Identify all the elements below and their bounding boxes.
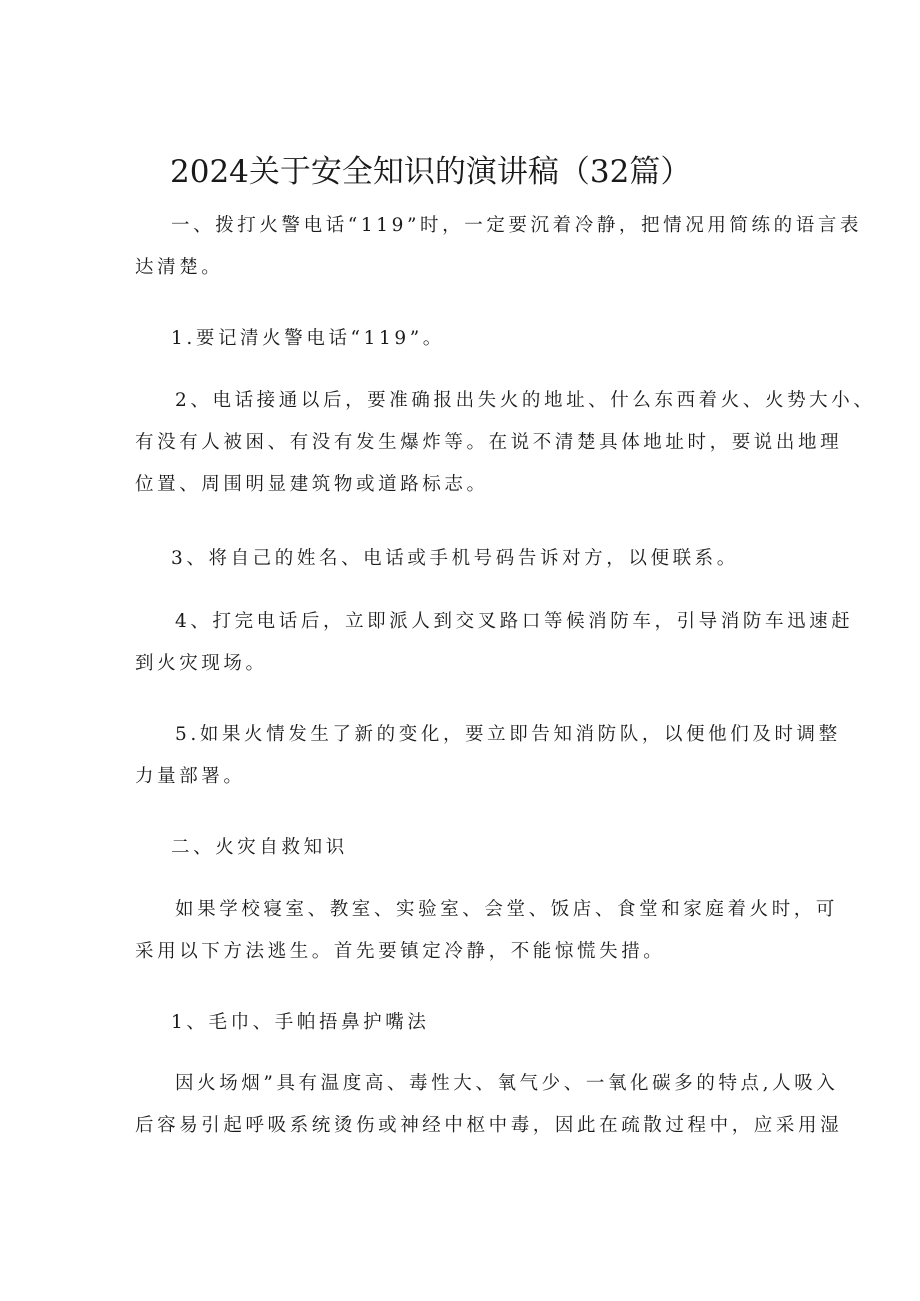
paragraph-line: 到火灾现场。 xyxy=(135,653,268,674)
paragraph-escape-intro xyxy=(135,889,839,973)
paragraph-line: 2、电话接通以后，要准确报出失火的地址、什么东西着火、火势大小、 xyxy=(175,390,876,411)
paragraph-line: 4、打完电话后，立即派人到交叉路口等候消防车，引导消防车迅速赶 xyxy=(175,611,854,632)
paragraph-line: 达清楚。 xyxy=(135,257,224,278)
paragraph-line: 采用以下方法逃生。首先要镇定冷静，不能惊慌失措。 xyxy=(135,941,666,962)
paragraph-line: 5.如果火情发生了新的变化，要立即告知消防队，以便他们及时调整 xyxy=(175,724,841,745)
paragraph-item-4 xyxy=(135,601,854,685)
paragraph-item-3 xyxy=(135,538,785,580)
paragraph-fire-call-intro xyxy=(135,205,863,289)
paragraph-item-2 xyxy=(135,380,876,506)
paragraph-line: 有没有人被困、有没有发生爆炸等。在说不清楚具体地址时，要说出地理 xyxy=(135,432,843,453)
paragraph-line: 位置、周围明显建筑物或道路标志。 xyxy=(135,474,489,495)
paragraph-line: 一、拨打火警电话“119”时，一定要沉着冷静，把情况用简练的语言表 xyxy=(171,215,863,236)
paragraph-line: 二、火灾自救知识 xyxy=(171,837,348,858)
paragraph-line: 如果学校寝室、教室、实验室、会堂、饭店、食堂和家庭着火时，可 xyxy=(175,899,839,920)
paragraph-smoke-description xyxy=(135,1063,843,1147)
section-heading-fire-self-rescue xyxy=(135,827,785,869)
paragraph-method-1-heading xyxy=(135,1002,785,1044)
document-title: 2024关于安全知识的演讲稿（32篇） xyxy=(170,154,692,190)
paragraph-item-1 xyxy=(135,318,785,360)
paragraph-line: 1、毛巾、手帕捂鼻护嘴法 xyxy=(171,1012,430,1033)
paragraph-line: 因火场烟”具有温度高、毒性大、氧气少、一氧化碳多的特点,人吸入 xyxy=(175,1073,839,1094)
paragraph-line: 1.要记清火警电话“119”。 xyxy=(171,328,445,349)
paragraph-line: 3、将自己的姓名、电话或手机号码告诉对方，以便联系。 xyxy=(171,548,739,569)
paragraph-item-5 xyxy=(135,714,841,798)
paragraph-line: 后容易引起呼吸系统烫伤或神经中枢中毒，因此在疏散过程中，应采用湿 xyxy=(135,1115,843,1136)
paragraph-line: 力量部署。 xyxy=(135,766,246,787)
